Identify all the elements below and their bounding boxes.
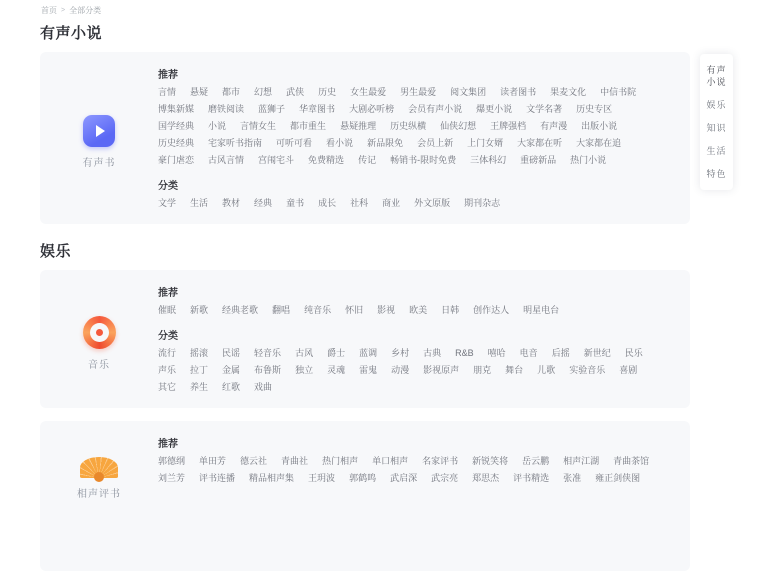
recommend-tag[interactable]: 会员上新 xyxy=(417,138,454,148)
recommend-tag[interactable]: 相声江湖 xyxy=(563,456,600,466)
category-tag[interactable]: 喜剧 xyxy=(619,365,638,375)
recommend-tag[interactable]: 免费精选 xyxy=(308,155,345,165)
quick-nav-item[interactable]: 特色 xyxy=(706,169,727,179)
recommend-tag[interactable]: 郑思杰 xyxy=(472,473,500,483)
recommend-tag[interactable]: 热门小说 xyxy=(570,155,607,165)
recommend-tag[interactable]: 大家都在听 xyxy=(517,138,563,148)
category-tag[interactable]: 期刊杂志 xyxy=(464,198,501,208)
recommend-tag[interactable]: 创作达人 xyxy=(473,305,510,315)
recommend-tag[interactable]: 影视 xyxy=(377,305,396,315)
category-tag[interactable]: 经典 xyxy=(254,198,273,208)
recommend-tag[interactable]: 宫闱宅斗 xyxy=(258,155,295,165)
recommend-tag[interactable]: 华章图书 xyxy=(299,104,336,114)
category-tag[interactable]: 古典 xyxy=(423,348,442,358)
quick-nav-item[interactable]: 有声小说 xyxy=(706,65,727,87)
category-tag[interactable]: 新世纪 xyxy=(583,348,611,358)
category-tag[interactable]: 其它 xyxy=(158,382,177,392)
folding-fan-icon xyxy=(80,457,118,478)
category-tag[interactable]: 蓝调 xyxy=(359,348,378,358)
category-tag[interactable]: 金属 xyxy=(222,365,241,375)
recommend-tag[interactable]: 言情女生 xyxy=(240,121,277,131)
card-icon-label: 相声评书 xyxy=(77,489,121,500)
recommend-tag[interactable]: 有声漫 xyxy=(540,121,568,131)
category-tag[interactable]: 影视原声 xyxy=(423,365,460,375)
recommend-tag[interactable]: 仙侠幻想 xyxy=(440,121,477,131)
recommend-tag[interactable]: 经典老歌 xyxy=(222,305,259,315)
card-music xyxy=(40,270,690,408)
category-group xyxy=(158,177,676,216)
quick-nav-item[interactable]: 娱乐 xyxy=(706,100,727,110)
recommend-tag[interactable]: 豪门虐恋 xyxy=(158,155,195,165)
recommend-tag[interactable]: 武启深 xyxy=(390,473,418,483)
category-tag[interactable]: 轻音乐 xyxy=(254,348,282,358)
card-content xyxy=(158,433,680,567)
category-tag[interactable]: 电音 xyxy=(519,348,538,358)
category-tag[interactable]: 商业 xyxy=(382,198,401,208)
recommend-tag[interactable]: 怀旧 xyxy=(345,305,364,315)
recommend-tag[interactable]: 日韩 xyxy=(441,305,460,315)
recommend-tag[interactable]: 郭鹤鸣 xyxy=(349,473,377,483)
recommend-tag[interactable]: 青曲社 xyxy=(281,456,309,466)
category-tag[interactable]: 独立 xyxy=(295,365,314,375)
recommend-tag[interactable]: 热门相声 xyxy=(322,456,359,466)
category-tag[interactable]: 实验音乐 xyxy=(569,365,606,375)
category-tags xyxy=(158,199,676,216)
category-tag[interactable]: 外文原版 xyxy=(414,198,451,208)
category-tag[interactable]: 文学 xyxy=(158,198,177,208)
card-content xyxy=(158,64,680,220)
recommend-tag[interactable]: 青曲茶馆 xyxy=(613,456,650,466)
recommend-tag[interactable]: 果麦文化 xyxy=(550,87,587,97)
recommend-tag[interactable]: 武宗亮 xyxy=(431,473,459,483)
recommend-tag[interactable]: 言情 xyxy=(158,87,177,97)
recommend-label: 推荐 xyxy=(158,288,178,299)
recommend-tag[interactable]: 读者图书 xyxy=(500,87,537,97)
recommend-tag[interactable]: 三体科幻 xyxy=(470,155,507,165)
card-icon-label: 有声书 xyxy=(82,158,116,169)
section-audio-novels xyxy=(40,22,690,224)
recommend-tag[interactable]: 重磅新品 xyxy=(520,155,557,165)
recommend-tag[interactable]: 评书精选 xyxy=(513,473,550,483)
category-label: 分类 xyxy=(158,331,178,342)
recommend-tag[interactable]: 雍正剑侠图 xyxy=(595,473,641,483)
recommend-group xyxy=(158,435,676,491)
recommend-tag[interactable]: 武侠 xyxy=(286,87,305,97)
section-entertainment xyxy=(40,240,690,571)
category-tag[interactable]: 民谣 xyxy=(222,348,241,358)
recommend-tag[interactable]: 幻想 xyxy=(254,87,273,97)
breadcrumb-home[interactable]: 首页 xyxy=(41,6,57,15)
card-music-entry[interactable] xyxy=(40,282,158,404)
breadcrumb-current: 全部分类 xyxy=(69,6,102,15)
recommend-tag[interactable]: 传记 xyxy=(358,155,377,165)
recommend-tag[interactable]: 博集新媒 xyxy=(158,104,195,114)
recommend-tag[interactable]: 中信书院 xyxy=(600,87,637,97)
category-tag[interactable]: 舞台 xyxy=(505,365,524,375)
card-content xyxy=(158,282,680,404)
recommend-tag[interactable]: 爆更小说 xyxy=(476,104,513,114)
recommend-tag[interactable]: 岳云鹏 xyxy=(522,456,550,466)
recommend-tag[interactable]: 张准 xyxy=(563,473,582,483)
category-tag[interactable]: 古风 xyxy=(295,348,314,358)
card-audiobook-entry[interactable] xyxy=(40,64,158,220)
play-triangle-icon xyxy=(96,125,105,137)
recommend-tag[interactable]: 评书连播 xyxy=(199,473,236,483)
category-tag[interactable]: 童书 xyxy=(286,198,305,208)
category-tags xyxy=(158,349,676,400)
recommend-tag[interactable]: 历史 xyxy=(318,87,337,97)
recommend-tag[interactable]: 国学经典 xyxy=(158,121,195,131)
recommend-tag[interactable]: 大剧必听榜 xyxy=(349,104,395,114)
category-tag[interactable]: 拉丁 xyxy=(190,365,209,375)
recommend-tag[interactable]: 精品相声集 xyxy=(249,473,295,483)
category-list xyxy=(40,0,690,584)
recommend-tag[interactable]: 看小说 xyxy=(326,138,354,148)
music-cd-icon xyxy=(83,316,116,349)
section-title-audio-novels: 有声小说 xyxy=(40,25,103,42)
recommend-tag[interactable]: 王牌强档 xyxy=(490,121,527,131)
recommend-tag[interactable]: 新品限免 xyxy=(367,138,404,148)
recommend-tag[interactable]: 女生最爱 xyxy=(350,87,387,97)
recommend-group xyxy=(158,284,676,323)
category-tag[interactable]: R&B xyxy=(455,348,474,358)
category-tag[interactable]: 社科 xyxy=(350,198,369,208)
card-icon-label: 音乐 xyxy=(88,359,110,371)
recommend-tag[interactable]: 历史纵横 xyxy=(390,121,427,131)
recommend-tag[interactable]: 都市重生 xyxy=(290,121,327,131)
recommend-tag[interactable]: 单口相声 xyxy=(372,456,409,466)
recommend-tag[interactable]: 新锐笑将 xyxy=(472,456,509,466)
category-tag[interactable]: 朋克 xyxy=(473,365,492,375)
category-tag[interactable]: 嘻哈 xyxy=(487,348,506,358)
recommend-tag[interactable]: 德云社 xyxy=(240,456,268,466)
category-tag[interactable]: 乡村 xyxy=(391,348,410,358)
recommend-tag[interactable]: 出版小说 xyxy=(581,121,618,131)
recommend-tag[interactable]: 磨铁阅读 xyxy=(208,104,245,114)
recommend-tag[interactable]: 名家评书 xyxy=(422,456,459,466)
category-tag[interactable]: 摇滚 xyxy=(190,348,209,358)
recommend-tag[interactable]: 男生最爱 xyxy=(400,87,437,97)
category-tag[interactable]: 民乐 xyxy=(624,348,643,358)
category-tag[interactable]: 养生 xyxy=(190,382,209,392)
recommend-tag[interactable]: 宅家听书指南 xyxy=(208,138,263,148)
category-tag[interactable]: 成长 xyxy=(318,198,337,208)
section-title-entertainment: 娱乐 xyxy=(40,243,72,260)
category-label: 分类 xyxy=(158,181,178,192)
category-tag[interactable]: 生活 xyxy=(190,198,209,208)
recommend-tag[interactable]: 新歌 xyxy=(190,305,209,315)
recommend-tag[interactable]: 王玥波 xyxy=(308,473,336,483)
recommend-tag[interactable]: 单田芳 xyxy=(199,456,227,466)
category-tag[interactable]: 后摇 xyxy=(551,348,570,358)
quick-nav xyxy=(700,54,733,190)
recommend-tag[interactable]: 都市 xyxy=(222,87,241,97)
recommend-tag[interactable]: 刘兰芳 xyxy=(158,473,186,483)
category-tag[interactable]: 声乐 xyxy=(158,365,177,375)
category-tag[interactable]: 教材 xyxy=(222,198,241,208)
recommend-label: 推荐 xyxy=(158,439,178,450)
card-crosstalk-entry[interactable] xyxy=(40,433,158,567)
recommend-tag[interactable]: 会员有声小说 xyxy=(408,104,463,114)
recommend-label: 推荐 xyxy=(158,70,178,81)
recommend-tag[interactable]: 欧美 xyxy=(409,305,428,315)
category-tag[interactable]: 爵士 xyxy=(327,348,346,358)
card-audiobook xyxy=(40,52,690,224)
recommend-tag[interactable]: 翻唱 xyxy=(272,305,291,315)
recommend-tags xyxy=(158,457,676,491)
quick-nav-item[interactable]: 生活 xyxy=(706,146,727,156)
category-tag[interactable]: 流行 xyxy=(158,348,177,358)
recommend-group xyxy=(158,66,676,173)
recommend-tag[interactable]: 古风言情 xyxy=(208,155,245,165)
category-tag[interactable]: 动漫 xyxy=(391,365,410,375)
quick-nav-item[interactable]: 知识 xyxy=(706,123,727,133)
category-tag[interactable]: 红歌 xyxy=(222,382,241,392)
audiobook-play-icon xyxy=(83,115,115,147)
recommend-tags xyxy=(158,88,676,173)
recommend-tag[interactable]: 郭德纲 xyxy=(158,456,186,466)
breadcrumb-separator-icon: > xyxy=(61,7,66,14)
recommend-tag[interactable]: 阅文集团 xyxy=(450,87,487,97)
category-tag[interactable]: 布鲁斯 xyxy=(254,365,282,375)
recommend-tag[interactable]: 纯音乐 xyxy=(304,305,332,315)
recommend-tag[interactable]: 历史经典 xyxy=(158,138,195,148)
recommend-tags xyxy=(158,306,676,323)
category-tag[interactable]: 雷鬼 xyxy=(359,365,378,375)
recommend-tag[interactable]: 悬疑推理 xyxy=(340,121,377,131)
recommend-tag[interactable]: 畅销书-限时免费 xyxy=(390,155,457,165)
recommend-tag[interactable]: 小说 xyxy=(208,121,227,131)
category-group xyxy=(158,327,676,400)
recommend-tag[interactable]: 明星电台 xyxy=(523,305,560,315)
recommend-tag[interactable]: 蓝狮子 xyxy=(258,104,286,114)
recommend-tag[interactable]: 可听可看 xyxy=(276,138,313,148)
recommend-tag[interactable]: 催眠 xyxy=(158,305,177,315)
recommend-tag[interactable]: 文学名著 xyxy=(526,104,563,114)
recommend-tag[interactable]: 大家都在追 xyxy=(576,138,622,148)
category-tag[interactable]: 戏曲 xyxy=(254,382,273,392)
recommend-tag[interactable]: 上门女婿 xyxy=(467,138,504,148)
recommend-tag[interactable]: 悬疑 xyxy=(190,87,209,97)
card-crosstalk xyxy=(40,421,690,571)
recommend-tag[interactable]: 历史专区 xyxy=(576,104,613,114)
category-tag[interactable]: 灵魂 xyxy=(327,365,346,375)
category-tag[interactable]: 儿歌 xyxy=(537,365,556,375)
